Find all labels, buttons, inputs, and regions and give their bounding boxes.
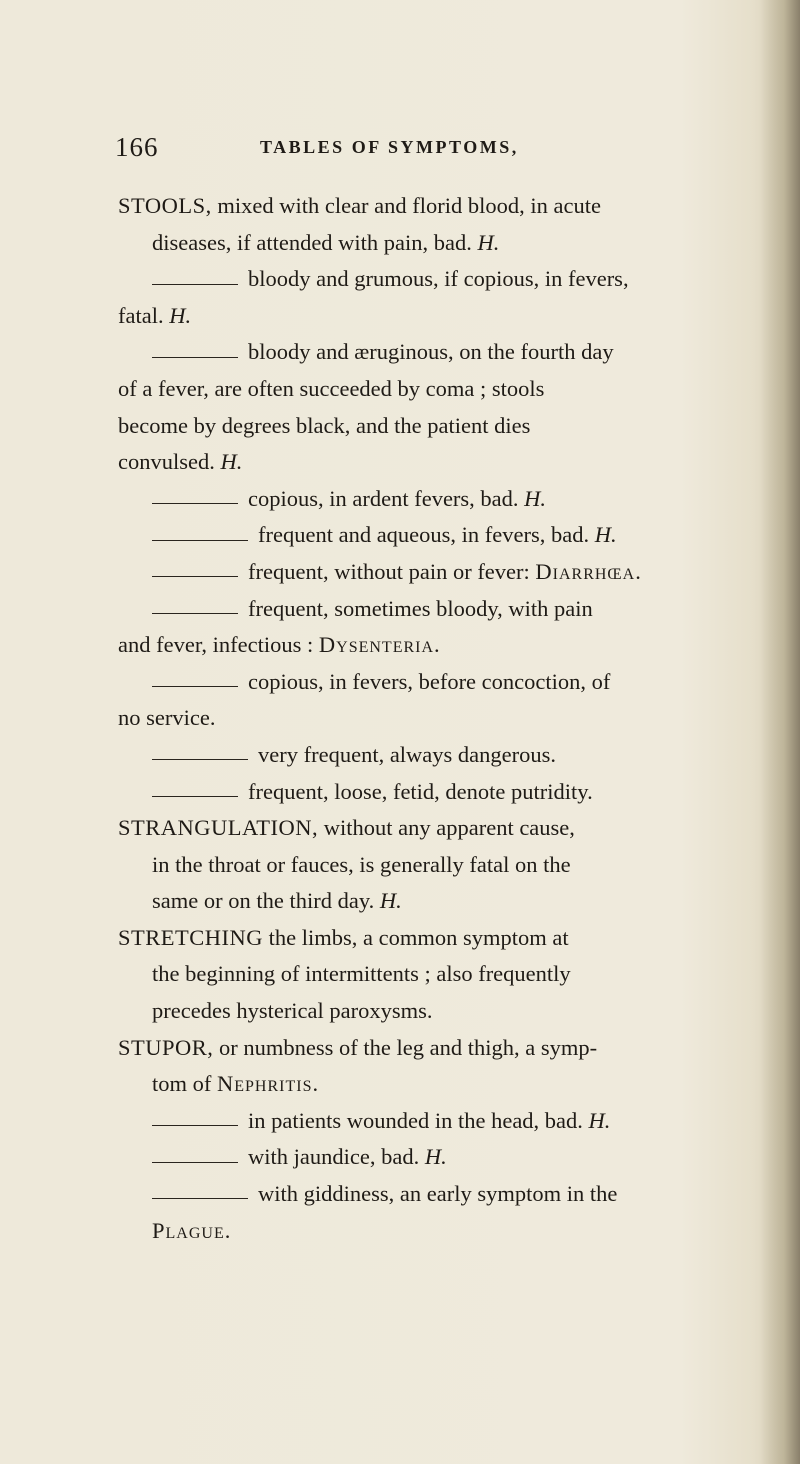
text-line xyxy=(118,883,693,920)
line-text: copious, in ardent fevers, bad. xyxy=(248,485,525,511)
text-line xyxy=(118,481,693,518)
text-line xyxy=(118,1066,693,1103)
text-line xyxy=(118,1103,693,1140)
entry-heading: STOOLS, xyxy=(118,193,212,218)
text-line xyxy=(118,591,693,628)
line-text: frequent, without pain or fever: xyxy=(248,558,536,584)
text-line xyxy=(118,1213,693,1250)
line-text: bloody and æruginous, on the fourth day xyxy=(248,339,614,365)
text-line xyxy=(118,774,693,811)
line-text: or numbness of the leg and thigh, a symp- xyxy=(213,1034,598,1060)
authority-reference: H. xyxy=(477,229,500,255)
ditto-dash xyxy=(152,796,238,797)
authority-reference: H. xyxy=(524,485,547,511)
line-text: in the throat or fauces, is generally fatal on the xyxy=(152,851,571,877)
page-binding-shadow xyxy=(760,0,800,1464)
text-line xyxy=(118,847,693,884)
line-text: the beginning of intermittents ; also frequently xyxy=(152,961,571,987)
text-line xyxy=(118,627,693,664)
authority-reference: H. xyxy=(220,449,243,475)
text-line xyxy=(118,261,693,298)
line-text: convulsed. xyxy=(118,449,221,475)
running-title: TABLES OF SYMPTOMS, xyxy=(260,137,519,157)
small-caps-term: Dysenteria. xyxy=(318,632,441,658)
text-line xyxy=(118,920,693,957)
line-text: bloody and grumous, if copious, in fevers, xyxy=(248,266,629,292)
entry-heading: STRANGULATION, xyxy=(118,815,319,841)
ditto-dash xyxy=(152,503,238,504)
small-caps-term: Plague. xyxy=(152,1217,232,1243)
text-line xyxy=(118,810,693,847)
text-line xyxy=(118,956,693,993)
ditto-dash xyxy=(152,686,238,687)
ditto-dash xyxy=(152,759,248,760)
line-text: and fever, infectious : xyxy=(118,632,319,658)
line-text: mixed with clear and florid blood, in acute xyxy=(211,193,601,218)
page-number: 166 xyxy=(115,132,159,162)
text-line xyxy=(118,298,693,335)
entry-heading: STUPOR, xyxy=(118,1034,214,1060)
authority-reference: H. xyxy=(169,302,192,328)
line-text: diseases, if attended with pain, bad. xyxy=(152,229,478,255)
line-text: frequent and aqueous, in fevers, bad. xyxy=(258,522,595,548)
text-line xyxy=(118,737,693,774)
text-line xyxy=(118,225,693,262)
small-caps-term: Nephritis. xyxy=(217,1071,320,1097)
ditto-dash xyxy=(152,357,238,358)
page-body xyxy=(118,188,693,1249)
ditto-dash xyxy=(152,540,248,541)
line-text: tom of xyxy=(152,1071,217,1097)
line-text: of a fever, are often succeeded by coma ; stools xyxy=(118,375,545,401)
line-text: same or on the third day. xyxy=(152,888,380,914)
authority-reference: H. xyxy=(588,1107,611,1133)
line-text: fatal. xyxy=(118,302,170,328)
text-line xyxy=(118,700,693,737)
line-text: the limbs, a common symptom at xyxy=(263,924,569,950)
line-text: with jaundice, bad. xyxy=(248,1144,425,1170)
line-text: precedes hysterical paroxysms. xyxy=(152,998,433,1024)
line-text: copious, in fevers, before concoction, of xyxy=(248,668,611,694)
text-line xyxy=(118,334,693,371)
ditto-dash xyxy=(152,1162,238,1163)
ditto-dash xyxy=(152,1198,248,1199)
authority-reference: H. xyxy=(594,522,617,548)
line-text: no service. xyxy=(118,705,216,731)
text-line xyxy=(118,554,693,591)
small-caps-term: Diarrhœa. xyxy=(535,558,642,584)
text-line xyxy=(118,188,693,225)
line-text: without any apparent cause, xyxy=(318,815,575,841)
text-line xyxy=(118,371,693,408)
text-line xyxy=(118,444,693,481)
text-line xyxy=(118,517,693,554)
ditto-dash xyxy=(152,576,238,577)
line-text: with giddiness, an early symptom in the xyxy=(258,1181,618,1207)
ditto-dash xyxy=(152,1125,238,1126)
text-line xyxy=(118,993,693,1030)
line-text: very frequent, always dangerous. xyxy=(258,741,557,767)
line-text: in patients wounded in the head, bad. xyxy=(248,1107,589,1133)
text-line xyxy=(118,1176,693,1213)
text-line xyxy=(118,408,693,445)
ditto-dash xyxy=(152,613,238,614)
ditto-dash xyxy=(152,284,238,285)
entry-heading: STRETCHING xyxy=(118,924,263,950)
line-text: frequent, sometimes bloody, with pain xyxy=(248,595,593,621)
text-line xyxy=(118,664,693,701)
authority-reference: H. xyxy=(424,1144,447,1170)
authority-reference: H. xyxy=(379,888,402,914)
page-header xyxy=(115,132,695,172)
text-line xyxy=(118,1030,693,1067)
line-text: become by degrees black, and the patient dies xyxy=(118,412,531,438)
line-text: frequent, loose, fetid, denote putridity. xyxy=(248,778,593,804)
text-line xyxy=(118,1139,693,1176)
